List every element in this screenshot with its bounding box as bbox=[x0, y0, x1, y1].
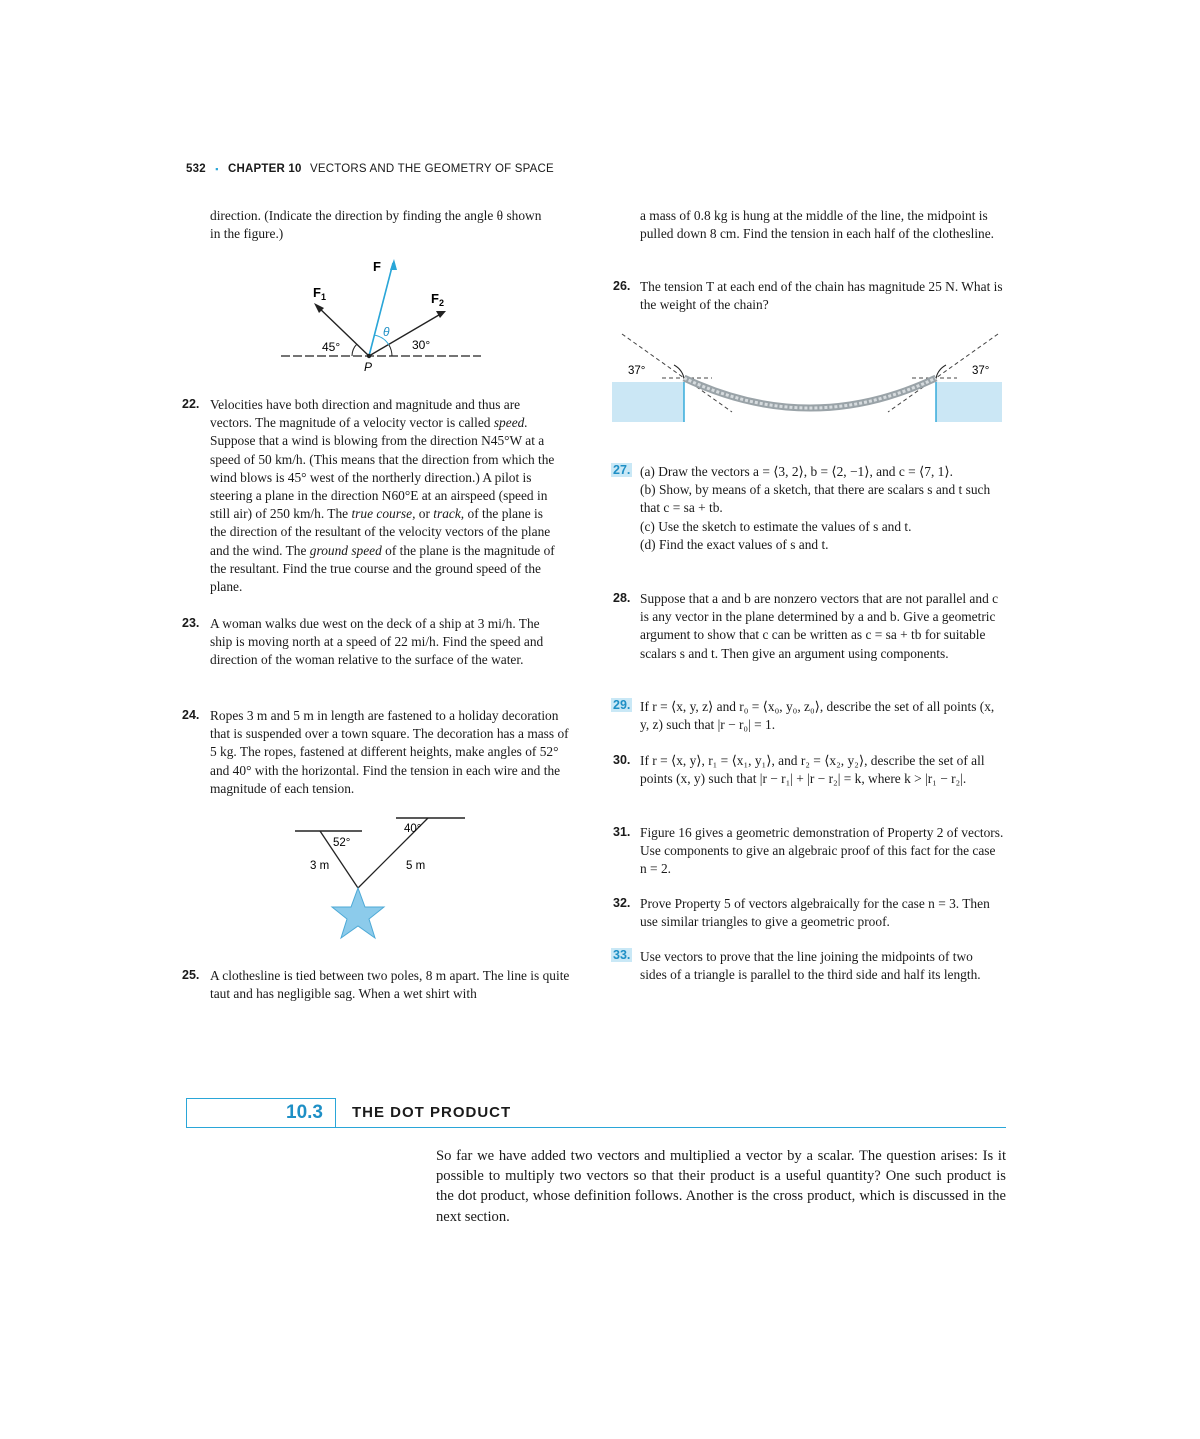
problem-32: Prove Property 5 of vectors algebraically for the case n = 3. Then use similar triangles to give a geometric proof. bbox=[640, 896, 990, 930]
page-number: 532 bbox=[186, 163, 206, 175]
label-theta: θ bbox=[383, 325, 390, 339]
figure-26 bbox=[612, 330, 1002, 430]
chapter-label: CHAPTER 10 bbox=[228, 163, 302, 175]
label-37-right: 37° bbox=[972, 365, 990, 377]
problem-30-number: 30. bbox=[613, 753, 631, 767]
intro-paragraph: So far we have added two vectors and multiplied a vector by a scalar. The question arises: Is it possible to multiply two vectors so that their product is a useful quantity? One such product is the dot product, whose definition follows. Another is the cross product, which is discussed in the next section. bbox=[436, 1148, 1006, 1225]
arrowhead-f2-icon bbox=[436, 311, 446, 318]
problem-22-number: 22. bbox=[182, 397, 200, 411]
label-40: 40° bbox=[404, 823, 422, 835]
figure-21 bbox=[276, 255, 486, 375]
problem-23: A woman walks due west on the deck of a ship at 3 mi/h. The ship is moving north at a speed of 22 mi/h. Find the speed and direction of the woman relative to the surface of the water. bbox=[210, 616, 544, 668]
section-heading bbox=[186, 1098, 1006, 1128]
problem-26: The tension T at each end of the chain has magnitude 25 N. What is the weight of the chain? bbox=[640, 279, 1003, 313]
chapter-title: VECTORS AND THE GEOMETRY OF SPACE bbox=[309, 163, 554, 175]
problem-29-number: 29. bbox=[613, 698, 631, 712]
right-cont-text: a mass of 0.8 kg is hung at the middle of the line, the midpoint is pulled down 8 cm. Find the tension in each half of the clothesline. bbox=[640, 208, 995, 242]
arrowhead-f-icon bbox=[390, 259, 397, 270]
right-wall bbox=[936, 382, 1002, 422]
problem-30: If r = ⟨x, y⟩, r₁ = ⟨x₁, y₁⟩, and r₂ = ⟨x₂, y₂⟩, describe the set of all points (x, y) such that |r − r₁| + |r − r₂| = k, where k > |r₁ − r₂|. bbox=[640, 753, 985, 787]
problem-25: A clothesline is tied between two poles, 8 m apart. The line is quite taut and has negligible sag. When a wet shirt with bbox=[210, 968, 570, 1002]
continued-text: direction. (Indicate the direction by finding the angle θ shown in the figure.) bbox=[210, 208, 542, 242]
problem-27: (a) Draw the vectors a = ⟨3, 2⟩, b = ⟨2, −1⟩, and c = ⟨7, 1⟩. (b) Show, by means of a sketch, that there are scalars s and t such that c = sa + tb. (c) Use the sketch to estimate the values of s and t. (d) Find the exact values of s and t. bbox=[640, 464, 991, 552]
figure-24 bbox=[290, 812, 470, 947]
problem-33: Use vectors to prove that the line joining the midpoints of two sides of a triangle is parallel to the third side and half its length. bbox=[640, 949, 981, 983]
label-f2: $F_2$ bbox=[431, 291, 444, 308]
problem-31: Figure 16 gives a geometric demonstration of Property 2 of vectors. Use components to give an algebraic proof of this fact for the case n = 2. bbox=[640, 825, 1004, 877]
problem-22: Velocities have both direction and magnitude and thus are vectors. The magnitude of a velocity vector is called speed. Suppose that a wind is blowing from the direction N45°W at a speed of 50 km/h. (This means that the direction from which the wind blows is 45° west of the northerly direction.) A pilot is steering a plane in the direction N60°E at an airspeed (speed in still air) of 250 km/h. The true course, or track, of the plane is the direction of the resultant of the velocity vectors of the plane and the wind. The ground speed of the plane is the magnitude of the resultant. Find the true course and the ground speed of the plane. bbox=[210, 397, 555, 595]
vector-f2 bbox=[369, 312, 444, 356]
vector-f bbox=[369, 263, 393, 356]
problem-23-number: 23. bbox=[182, 616, 200, 630]
section-number-box bbox=[186, 1098, 336, 1128]
section-number: 10.3 bbox=[286, 1102, 323, 1123]
star-decoration-icon bbox=[332, 888, 384, 938]
problem-28-number: 28. bbox=[613, 591, 631, 605]
problem-24: Ropes 3 m and 5 m in length are fastened to a holiday decoration that is suspended over a town square. The decoration has a mass of 5 kg. The ropes, fastened at different heights, make angles of 52° and 40° with the horizontal. Find the tension in each wire and the magnitude of each tension. bbox=[210, 708, 569, 796]
section-title: THE DOT PRODUCT bbox=[352, 1104, 512, 1121]
hanging-chain-links bbox=[684, 378, 936, 408]
label-30: 30° bbox=[412, 338, 431, 352]
left-wall bbox=[612, 382, 684, 422]
problem-29: If r = ⟨x, y, z⟩ and r₀ = ⟨x₀, y₀, z₀⟩, describe the set of all points (x, y, z) such that |r − r₀| = 1. bbox=[640, 699, 995, 733]
problem-24-number: 24. bbox=[182, 708, 200, 722]
header-separator-icon: ▪ bbox=[215, 164, 219, 174]
label-p: P bbox=[364, 360, 373, 374]
label-45: 45° bbox=[322, 340, 341, 354]
angle-arc-30 bbox=[389, 345, 392, 356]
problem-33-number: 33. bbox=[613, 948, 631, 962]
angle-arc-45 bbox=[352, 344, 357, 356]
problem-27-number: 27. bbox=[613, 463, 631, 477]
problem-31-number: 31. bbox=[613, 825, 631, 839]
problem-32-number: 32. bbox=[613, 896, 631, 910]
label-f1: $F_1$ bbox=[313, 285, 326, 302]
label-52: 52° bbox=[333, 837, 351, 849]
problem-28: Suppose that a and b are nonzero vectors that are not parallel and c is any vector in the plane determined by a and b. Give a geometric argument to show that c can be written as c = sa + tb for suitable scalars s and t. Then give an argument using components. bbox=[640, 591, 999, 661]
problem-26-number: 26. bbox=[613, 279, 631, 293]
problem-25-number: 25. bbox=[182, 968, 200, 982]
label-f: F bbox=[373, 259, 381, 274]
label-3m: 3 m bbox=[310, 860, 330, 872]
section-rule bbox=[336, 1127, 1006, 1129]
point-p bbox=[367, 354, 371, 358]
label-5m: 5 m bbox=[406, 860, 426, 872]
section-intro bbox=[436, 1146, 1006, 1227]
running-header bbox=[186, 163, 554, 175]
left-cont-text bbox=[210, 207, 550, 243]
label-37-left: 37° bbox=[628, 365, 646, 377]
